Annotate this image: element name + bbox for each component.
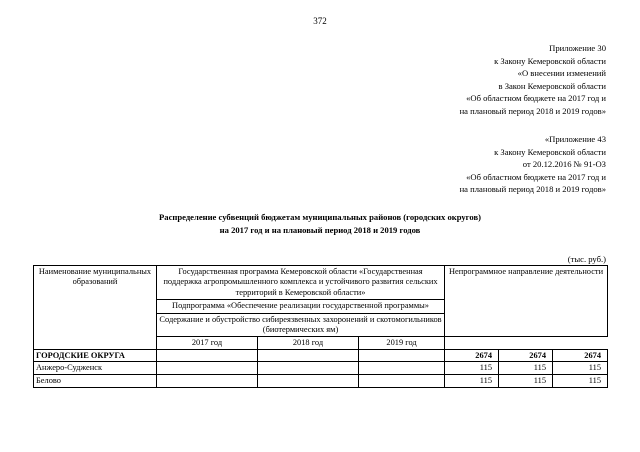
header-subprogram: Подпрограмма «Обеспечение реализации государственной программы» — [157, 300, 445, 313]
header-year-2018: 2018 год — [258, 337, 359, 349]
header-state-program: Государственная программа Кемеровской области «Государственная поддержка агропромышленного комплекса и устойчивого развития сельских территорий в Кемеровской области» — [157, 266, 445, 300]
row-nonprogram-2019: 115 — [553, 362, 608, 375]
row-program-2017 — [157, 375, 258, 388]
row-program-2018 — [258, 375, 359, 388]
page-number: 372 — [313, 16, 327, 26]
row-program-2017 — [157, 362, 258, 375]
appendix-30-line: к Закону Кемеровской области — [494, 55, 606, 66]
row-name: Анжеро-Судженск — [34, 362, 157, 375]
row-nonprogram-2017: 115 — [445, 375, 499, 388]
header-year-2019: 2019 год — [359, 337, 445, 349]
row-nonprogram-2018: 115 — [499, 375, 553, 388]
row-program-2017 — [157, 349, 258, 362]
appendix-30-line: «О внесении изменений — [517, 68, 606, 79]
header-municipality: Наименование муниципальных образований — [34, 266, 157, 350]
appendix-30-line: на плановый период 2018 и 2019 годов» — [459, 105, 606, 116]
units-label: (тыс. руб.) — [567, 254, 606, 264]
row-program-2018 — [258, 349, 359, 362]
row-nonprogram-2018: 2674 — [499, 349, 553, 362]
row-program-2019 — [359, 375, 445, 388]
appendix-43-line: на плановый период 2018 и 2019 годов» — [459, 184, 606, 195]
table-row — [34, 362, 608, 375]
header-year-2017: 2017 год — [157, 337, 258, 349]
appendix-30-header — [460, 42, 606, 118]
row-name: ГОРОДСКИЕ ОКРУГА — [34, 349, 157, 362]
appendix-30-line: в Закон Кемеровской области — [498, 80, 606, 91]
row-program-2019 — [359, 362, 445, 375]
document-title-line-2: на 2017 год и на плановый период 2018 и 2019 годов — [219, 225, 421, 235]
row-name: Белово — [34, 375, 157, 388]
appendix-30-line: «Об областном бюджете на 2017 год и — [466, 93, 606, 104]
appendix-43-line: «Приложение 43 — [544, 134, 606, 144]
row-program-2019 — [359, 349, 445, 362]
row-nonprogram-2019: 2674 — [553, 349, 608, 362]
table-row — [34, 349, 608, 362]
appendix-43-line: к Закону Кемеровской области — [494, 146, 606, 157]
row-nonprogram-2017: 115 — [445, 362, 499, 375]
header-non-program: Непрограммное направление деятельности — [445, 266, 608, 337]
appendix-43-header — [460, 133, 606, 196]
document-title-line-1: Распределение субвенций бюджетам муниципальных районов (городских округов) — [159, 212, 481, 222]
appendix-43-line: от 20.12.2016 № 91-ОЗ — [522, 159, 606, 170]
header-activity: Содержание и обустройство сибиреязвенных захоронений и скотомогильников (биотермических ям) — [157, 313, 445, 337]
row-program-2018 — [258, 362, 359, 375]
appendix-43-line: «Об областном бюджете на 2017 год и — [466, 171, 606, 182]
table-row — [34, 375, 608, 388]
row-nonprogram-2017: 2674 — [445, 349, 499, 362]
row-nonprogram-2018: 115 — [499, 362, 553, 375]
row-nonprogram-2019: 115 — [553, 375, 608, 388]
appendix-30-line: Приложение 30 — [549, 43, 606, 53]
subventions-table — [33, 265, 608, 388]
document-title — [0, 211, 640, 237]
